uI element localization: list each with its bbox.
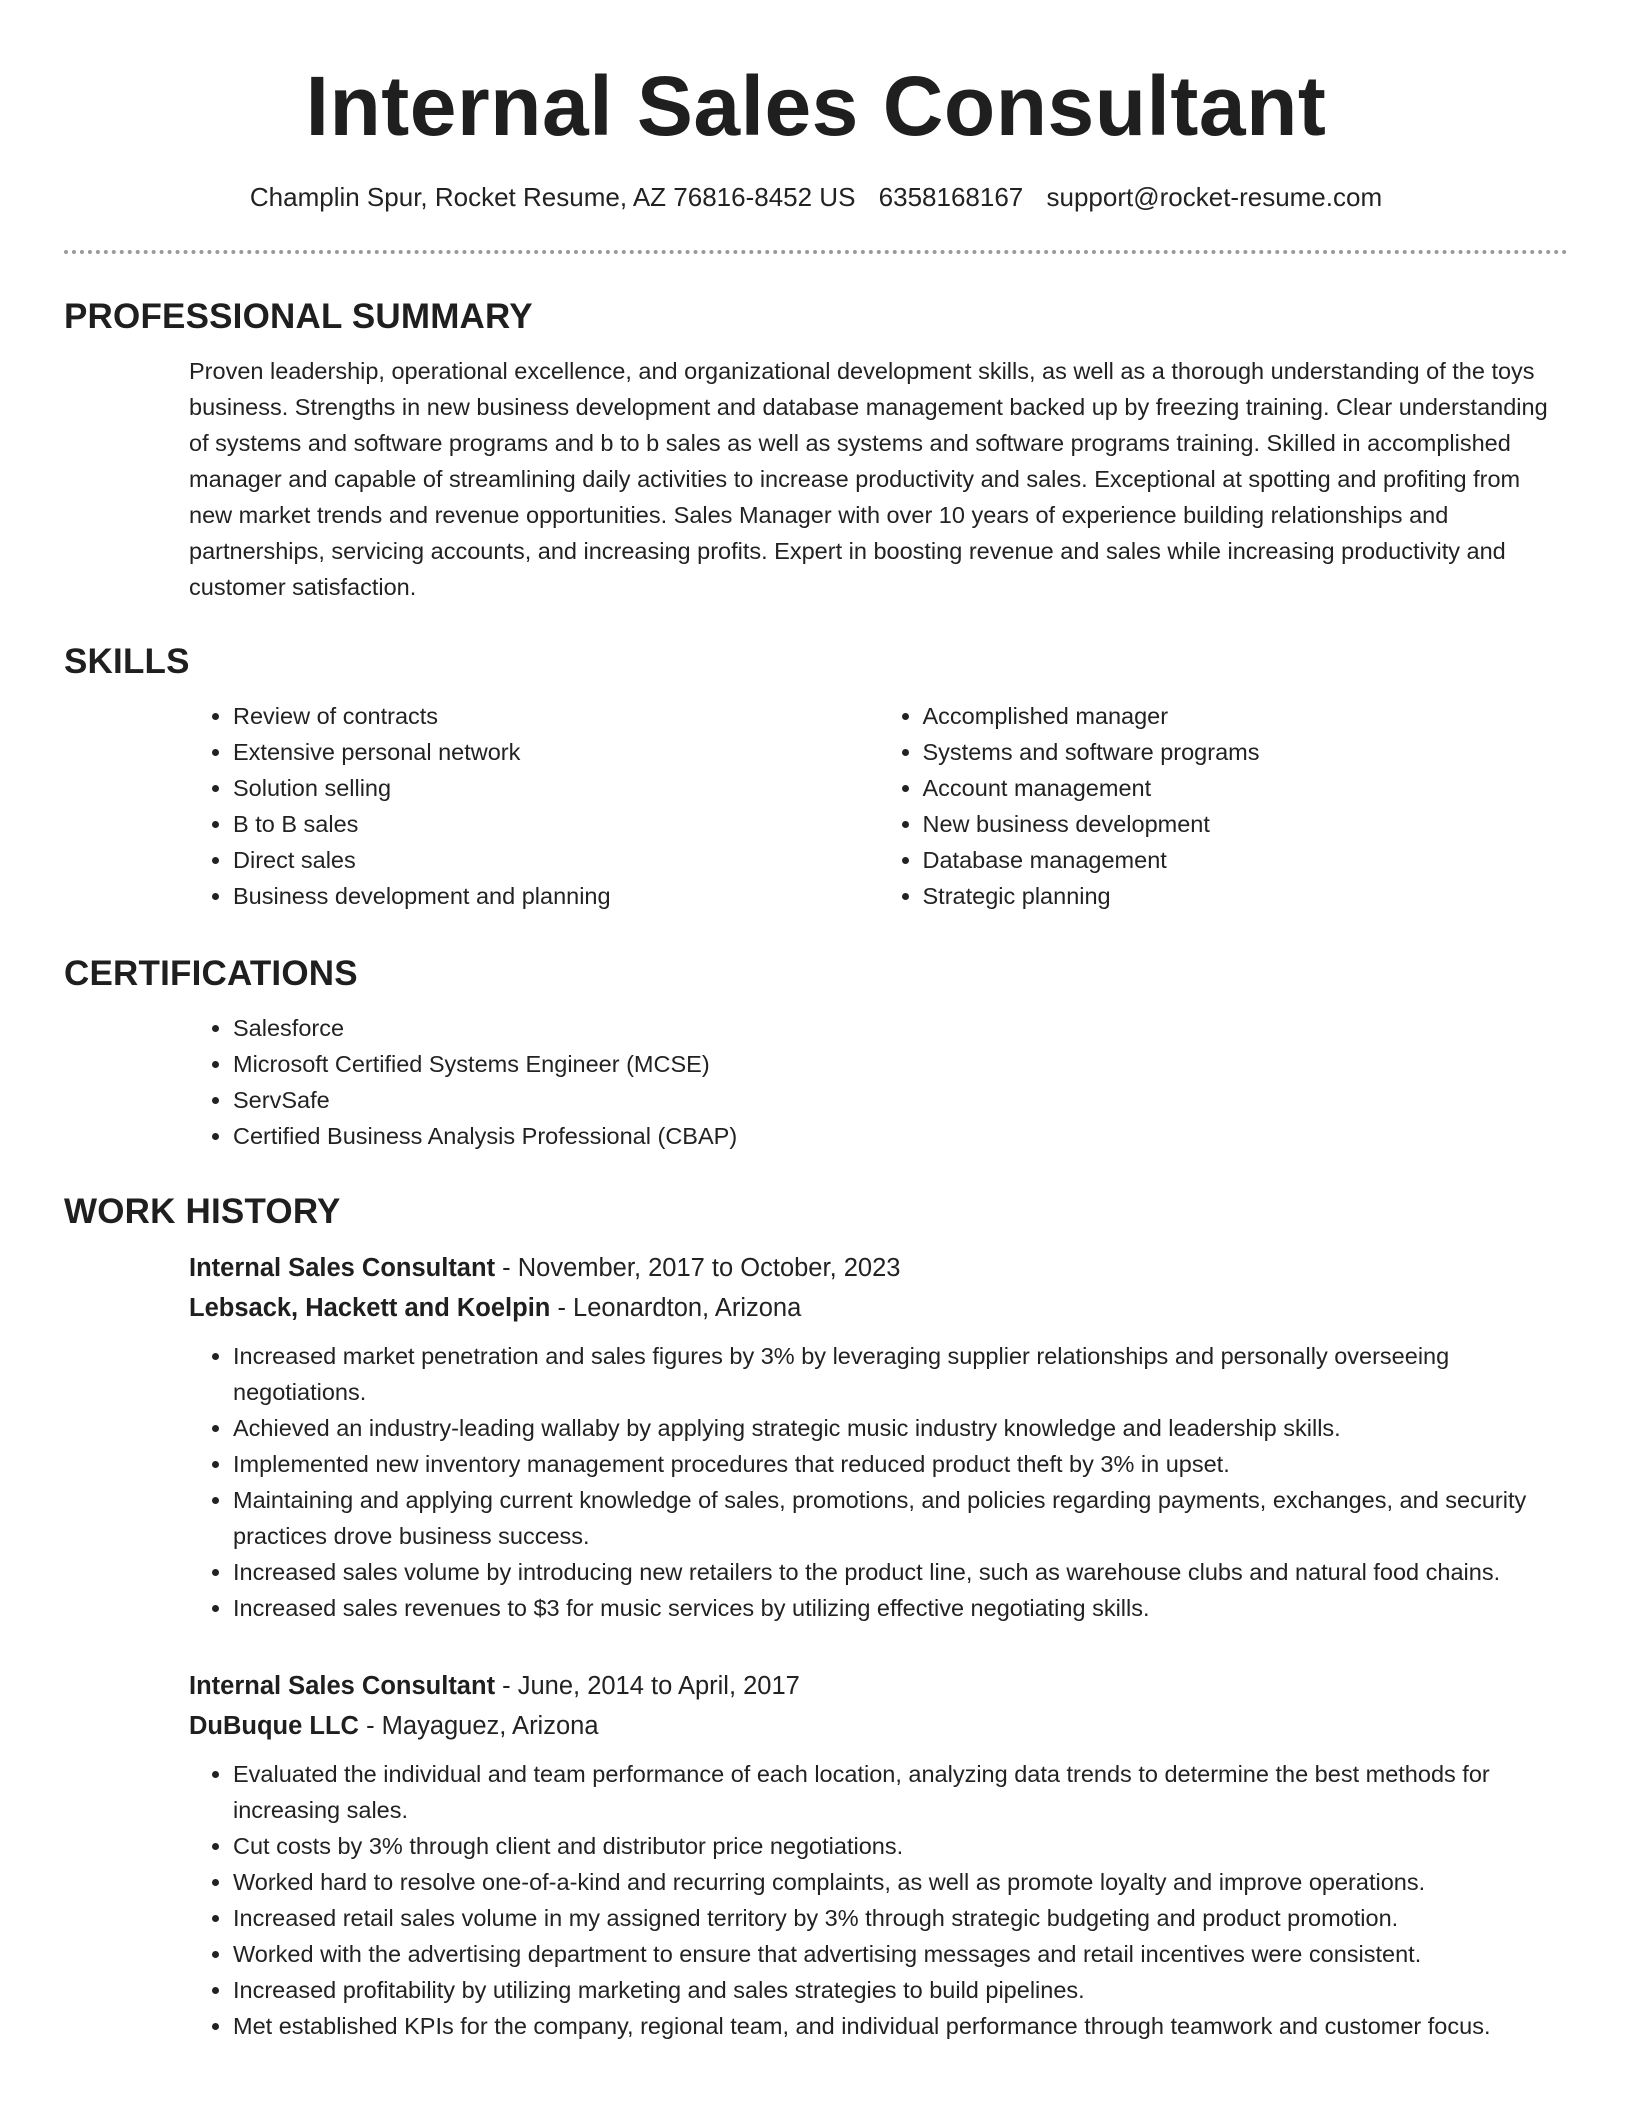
summary-title: PROFESSIONAL SUMMARY: [64, 297, 533, 336]
certifications-title: CERTIFICATIONS: [64, 954, 358, 993]
job-role-line: [189, 1248, 1568, 1288]
skill-item: • Systems and software programs: [923, 734, 1569, 770]
work-history-title: WORK HISTORY: [64, 1192, 341, 1231]
skill-item: • Extensive personal network: [233, 734, 879, 770]
job-dates: - June, 2014 to April, 2017: [495, 1672, 800, 1700]
header-divider: [64, 250, 1568, 254]
certification-item: • Microsoft Certified Systems Engineer (MCSE): [233, 1046, 1568, 1082]
resume-name: Internal Sales Consultant: [305, 59, 1327, 153]
skill-item: • New business development: [923, 806, 1569, 842]
work-history-section: [64, 1190, 1568, 2044]
job-bullet: • Increased market penetration and sales figures by 3% by leveraging supplier relationships and personally overseeing negotiations.: [233, 1338, 1568, 1410]
contact-address: Champlin Spur, Rocket Resume, AZ 76816-8452 US: [249, 182, 856, 212]
skill-item: • Solution selling: [233, 770, 879, 806]
skill-item: • Direct sales: [233, 842, 879, 878]
resume-page: [64, 0, 1568, 2112]
job-company-line: [189, 1288, 1568, 1328]
job-bullet: • Cut costs by 3% through client and distributor price negotiations.: [233, 1828, 1568, 1864]
contact-phone: 6358168167: [878, 182, 1024, 212]
job-company-line: [189, 1706, 1568, 1746]
job-entry: [189, 1248, 1568, 1626]
job-bullet: • Met established KPIs for the company, regional team, and individual performance through teamwork and customer focus.: [233, 2008, 1568, 2044]
job-bullet: • Maintaining and applying current knowledge of sales, promotions, and policies regarding payments, exchanges, and security practices drove business success.: [233, 1482, 1568, 1554]
job-bullets: [189, 1338, 1568, 1626]
job-dates: - November, 2017 to October, 2023: [495, 1254, 901, 1282]
skills-section: [64, 640, 1568, 914]
summary-text: Proven leadership, operational excellence, and organizational development skills, as well as a thorough understanding of the toys business. Strengths in new business development and database management backed up by freezing training. Clear understanding of systems and software programs and b to b sales as well as systems and software programs training. Skilled in accomplished manager and capable of streamlining daily activities to increase productivity and sales. Exceptional at spotting and profiting from new market trends and revenue opportunities. Sales Manager with over 10 years of experience building relationships and partnerships, servicing accounts, and increasing profits. Expert in boosting revenue and sales while increasing productivity and customer satisfaction.: [189, 358, 1548, 600]
certification-item: • Certified Business Analysis Professional (CBAP): [233, 1118, 1568, 1154]
skill-item: • Strategic planning: [923, 878, 1569, 914]
job-bullet: • Increased retail sales volume in my assigned territory by 3% through strategic budgeting and product promotion.: [233, 1900, 1568, 1936]
contact-line: [64, 180, 1568, 214]
job-bullet: • Worked hard to resolve one-of-a-kind and recurring complaints, as well as promote loyalty and improve operations.: [233, 1864, 1568, 1900]
skill-item: • Account management: [923, 770, 1569, 806]
job-role-line: [189, 1666, 1568, 1706]
job-role: Internal Sales Consultant: [189, 1672, 496, 1700]
job-entry: [189, 1666, 1568, 2044]
job-company: Lebsack, Hackett and Koelpin: [189, 1294, 551, 1322]
skills-list-right: [879, 698, 1569, 914]
job-bullet: • Worked with the advertising department to ensure that advertising messages and retail incentives were consistent.: [233, 1936, 1568, 1972]
certifications-body: [189, 1010, 1568, 1154]
job-bullets: [189, 1756, 1568, 2044]
job-company: DuBuque LLC: [189, 1712, 359, 1740]
summary-section: [64, 295, 1568, 605]
skill-item: • Database management: [923, 842, 1569, 878]
skills-title: SKILLS: [64, 642, 190, 681]
skill-item: • Accomplished manager: [923, 698, 1569, 734]
job-location: - Mayaguez, Arizona: [358, 1712, 599, 1740]
job-role: Internal Sales Consultant: [189, 1254, 496, 1282]
skills-list-left: [189, 698, 879, 914]
job-bullet: • Achieved an industry-leading wallaby by applying strategic music industry knowledge and leadership skills.: [233, 1410, 1568, 1446]
certifications-list: [189, 1010, 1568, 1154]
job-bullet: • Increased profitability by utilizing marketing and sales strategies to build pipelines.: [233, 1972, 1568, 2008]
certifications-section: [64, 952, 1568, 1154]
job-bullet: • Implemented new inventory management procedures that reduced product theft by 3% in upset.: [233, 1446, 1568, 1482]
job-bullet: • Increased sales revenues to $3 for music services by utilizing effective negotiating skills.: [233, 1590, 1568, 1626]
certification-item: • ServSafe: [233, 1082, 1568, 1118]
work-history-body: [189, 1248, 1568, 2044]
certification-item: • Salesforce: [233, 1010, 1568, 1046]
skills-grid: [189, 698, 1568, 914]
skill-item: • B to B sales: [233, 806, 879, 842]
skill-item: • Review of contracts: [233, 698, 879, 734]
contact-email: support@rocket-resume.com: [1046, 182, 1383, 212]
job-bullet: • Increased sales volume by introducing new retailers to the product line, such as warehouse clubs and natural food chains.: [233, 1554, 1568, 1590]
skill-item: • Business development and planning: [233, 878, 879, 914]
job-location: - Leonardton, Arizona: [550, 1294, 802, 1322]
job-bullet: • Evaluated the individual and team performance of each location, analyzing data trends to determine the best methods for increasing sales.: [233, 1756, 1568, 1828]
summary-body: [189, 353, 1568, 605]
